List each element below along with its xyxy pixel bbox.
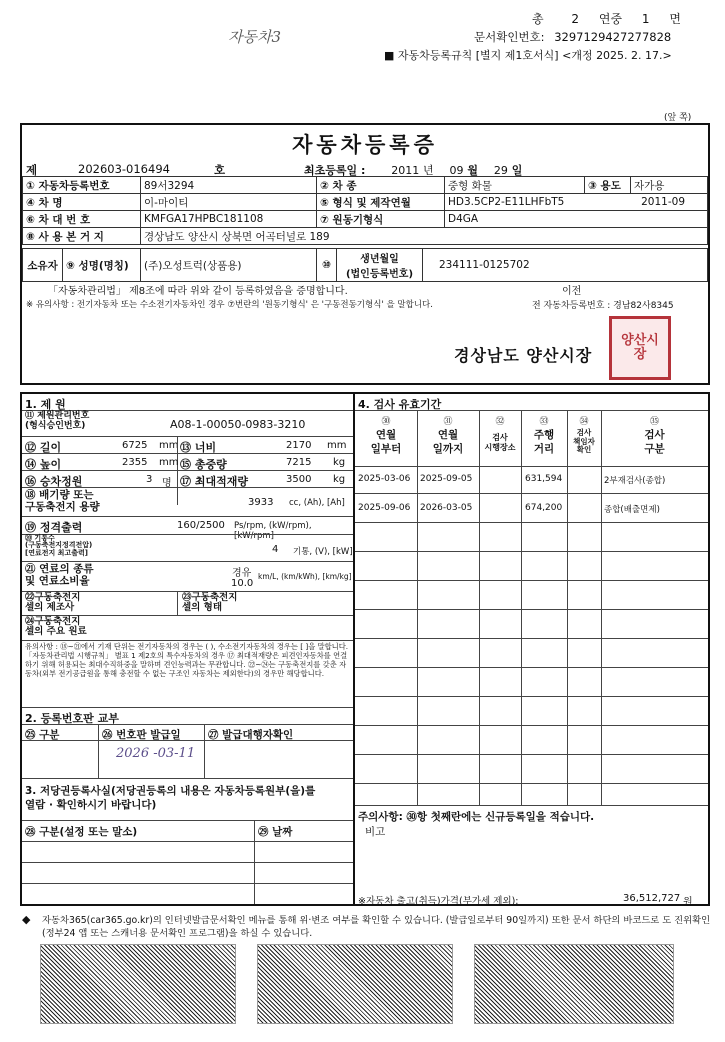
- price-label: ※자동차 출고(취득)가격(부가세 제외):: [358, 896, 519, 907]
- power-value: 160/2500: [177, 520, 225, 531]
- seal-text: 양산시장: [621, 332, 659, 362]
- power-label: ⑲ 정격출력: [25, 521, 83, 534]
- certify-statement: 「자동차관리법」 제8조에 따라 위와 같이 등록하였음을 증명합니다.: [48, 286, 348, 297]
- battery-form-label: ㉓구동축전지 셀의 형태: [182, 592, 238, 614]
- reg-number-label: ① 자동차등록번호: [23, 177, 141, 194]
- gross-weight-unit: kg: [333, 457, 346, 468]
- width-unit: mm: [327, 440, 347, 451]
- insp-row1-from: 2025-03-06: [358, 474, 411, 484]
- insp-header-from: [355, 414, 417, 456]
- owner-name-label: ⑨ 성명(명칭): [63, 249, 141, 282]
- first-reg-day-unit: 일: [511, 164, 523, 177]
- fuel-type: 경유: [232, 568, 252, 579]
- fuel-label: ㉑ 연료의 종류 및 연료소비율: [25, 563, 94, 588]
- seats-value: 3: [146, 474, 153, 485]
- model-name-value: 이-마이티: [141, 194, 317, 211]
- owner-name-value: (주)오성트럭(상품용): [141, 249, 317, 282]
- price-value: 36,512,727: [623, 893, 681, 904]
- usage-note: ※ 유의사항 : 전기자동차 또는 수소전기자동차인 경우 ⑦번란의 '원동기형식' 은 '구동전동기형식' 을 말합니다.: [26, 300, 433, 310]
- insp-row2-mileage: 674,200: [525, 503, 563, 513]
- battery-material-label: ㉔구동축전지 셀의 주요 원료: [25, 616, 87, 638]
- first-reg-day: 29: [493, 164, 508, 177]
- spec-column: [22, 394, 355, 904]
- length-unit: mm: [159, 440, 179, 451]
- max-load-label: ⑰ 최대적재량: [180, 475, 248, 488]
- engine-type-label: ⑦ 원동기형식: [317, 211, 445, 228]
- length-label: ⑫ 길이: [25, 441, 62, 454]
- mortgage-col-date: ㉙ 날짜: [258, 826, 293, 838]
- fuel-efficiency-value: 10.0: [231, 578, 254, 589]
- model-name-label: ④ 차 명: [23, 194, 141, 211]
- side-label: (앞 쪽): [664, 113, 692, 123]
- insp-header-to: [417, 414, 479, 456]
- inspection-section-title: 4. 검사 유효기간: [358, 398, 442, 411]
- page-unit: 면: [669, 12, 681, 26]
- insp-header-place-no: ㉜: [495, 417, 505, 427]
- insp-header-mileage: [521, 414, 567, 456]
- mortgage-section-title: 3. 저당권등록사실(저당권등록의 내용은 자동차등록원부(을)를 열람 · 확인하시기 바랍니다): [25, 785, 316, 812]
- gross-weight-label: ⑮ 총중량: [180, 458, 227, 471]
- displacement-label: ⑱ 배기량 또는 구동축전지 용량: [25, 489, 100, 514]
- usage-label: ③ 용도: [585, 177, 631, 194]
- page-count: [532, 10, 681, 27]
- handwritten-note: 자동차3: [228, 28, 282, 46]
- page-title: 자동차등록증: [292, 132, 438, 157]
- insp-row2-type: 종합(배출면제): [604, 505, 660, 515]
- insp-row2-to: 2026-03-05: [420, 503, 473, 513]
- plate-col-category: ㉕ 구분: [25, 729, 60, 741]
- plate-col-issue-date: ㉖ 번호판 발급일: [102, 729, 181, 741]
- insp-header-mileage-label: 주행 거리: [533, 429, 555, 455]
- gross-weight-value: 7215: [286, 457, 312, 468]
- insp-header-type-label: 검사 구분: [644, 429, 665, 455]
- battery-maker-label: ㉒구동축전지 셀의 제조사: [25, 592, 81, 614]
- vehicle-type-value: 중형 화물: [445, 177, 585, 194]
- insp-header-inspector: [567, 414, 601, 455]
- height-unit: mm: [159, 457, 179, 468]
- insp-row1-mileage: 631,594: [525, 474, 563, 484]
- plate-col-agent: ㉗ 발급대행자확인: [208, 729, 294, 741]
- inspection-column: [355, 394, 708, 908]
- previous-reg-number: 전 자동차등록번호 : 경남82사8345: [532, 301, 674, 311]
- inspection-caution: 주의사항: ㉚항 첫째란에는 신규등록일을 적습니다.: [358, 811, 595, 823]
- vin-label: ⑥ 차 대 번 호: [23, 211, 141, 228]
- form-info: ■ 자동차등록규칙 [별지 제1호서식] <개정 2025. 2. 17.>: [384, 49, 672, 62]
- max-load-unit: kg: [333, 474, 346, 485]
- doc-number-label: 문서확인번호:: [474, 30, 545, 44]
- vehicle-type-label: ② 차 종: [317, 177, 445, 194]
- footer-bullet: ◆: [22, 913, 31, 926]
- details-box: [20, 392, 710, 906]
- spec-section-title: 1. 제 원: [25, 398, 66, 411]
- model-type-value: HD3.5CP2-E11LHFbT5: [448, 196, 565, 208]
- birth-number: ⑩: [317, 249, 337, 282]
- page-current-label: 연중: [598, 12, 623, 26]
- page-total: 2: [571, 12, 580, 26]
- height-value: 2355: [122, 457, 148, 468]
- displacement-unit: cc, (Ah), [Ah]: [289, 498, 345, 508]
- official-seal: [609, 316, 671, 380]
- owner-table: [22, 248, 708, 282]
- birth-label: 생년월일 (법인등록번호): [337, 249, 423, 282]
- cylinders-unit: 기통, (V), [kW]: [293, 547, 353, 557]
- birth-value: 234111-0125702: [423, 249, 708, 282]
- mortgage-col-category: ㉘ 구분(설정 또는 말소): [25, 826, 138, 838]
- price-unit: 원: [683, 897, 693, 908]
- seats-unit: 명: [162, 478, 172, 489]
- usage-value: 자가용: [631, 177, 708, 194]
- plate-section-title: 2. 등록번호판 교부: [25, 712, 119, 725]
- plate-issue-date: 2026 -03-11: [116, 746, 196, 761]
- verification-barcode-3: [474, 944, 674, 1024]
- vin-value: KMFGA17HPBC181108: [141, 211, 317, 228]
- page-total-label: 총: [532, 12, 544, 26]
- max-load-value: 3500: [286, 474, 312, 485]
- insp-header-type-no: ㉟: [649, 417, 659, 427]
- issuer-name: 경상남도 양산시장: [454, 346, 593, 365]
- reg-number-value: 89서3294: [141, 177, 317, 194]
- width-value: 2170: [286, 440, 312, 451]
- first-reg-month: 09: [449, 164, 464, 177]
- insp-header-inspector-label: 검사 책임자 확인: [573, 428, 595, 455]
- spec-note: 유의사항 : ⑱~㉑에서 기재 단위는 전기자동차의 경우는 ( ), 수소전기자동차의 경우는 [ ]을 말합니다. 「자동차관리법 시행규칙」 별표 1 제2호의 특수자동차의 경우 ⑰ 최대적재량은 피견인자동차를 연결하기 위해 허용되는 최대수직하중을 말하며 견인능력과는 무관합니다. ㉒~㉔는 구동축전지를 갖춘 자동차(외부 전기공급원을 통해 충전할 수 없는 구조인 자동차는 제외한다)의 경우만 해당합니다.: [25, 642, 349, 678]
- length-value: 6725: [122, 440, 148, 451]
- insp-header-from-label: 연월 일부터: [370, 429, 402, 455]
- insp-header-from-no: ㉚: [381, 417, 391, 427]
- verification-barcode-2: [257, 944, 453, 1024]
- manufacture-date: 2011-09: [641, 196, 685, 208]
- cert-number-suffix: 호: [214, 163, 226, 177]
- verification-barcode-1: [40, 944, 236, 1024]
- basic-info-table: [22, 176, 708, 245]
- model-type-label: ⑤ 형식 및 제작연월: [317, 194, 445, 211]
- insp-header-to-label: 연월 일까지: [432, 429, 464, 455]
- doc-number-value: 3297129427277828: [554, 30, 672, 44]
- model-type-cell: [445, 194, 708, 211]
- first-reg-year-unit: 년: [423, 164, 434, 177]
- insp-row1-to: 2025-09-05: [420, 474, 473, 484]
- seats-label: ⑯ 승차정원: [25, 475, 83, 488]
- cylinders-label: ⑳ 기통수 (구동축전지정격전압) [연료전지 최고출력]: [25, 534, 93, 557]
- certificate-box: [20, 123, 710, 385]
- power-unit: Ps/rpm, (kW/rpm), [kW/rpm]: [234, 521, 312, 541]
- cert-number-label: 제: [26, 163, 38, 177]
- cert-number: 202603-016494: [78, 162, 170, 176]
- insp-header-type: [601, 414, 708, 456]
- footer-text: 자동차365(car365.go.kr)의 인터넷발급문서확인 메뉴를 통해 위·변조 여부를 확인할 수 있습니다. (발급일로부터 90일까지) 또한 문서 하단의 바코드로 도 진위확인(정부24 앱 또는 스캐너용 문서확인 프로그램)을 하실 수 있습니다.: [42, 915, 711, 940]
- fuel-efficiency-unit: km/L, (km/kWh), [km/kg]: [258, 572, 352, 581]
- previous-label: 이전: [562, 286, 582, 297]
- doc-number: [474, 29, 671, 45]
- width-label: ⑬ 너비: [180, 441, 217, 454]
- page-current: 1: [641, 12, 650, 26]
- remarks-label: 비고: [365, 826, 386, 838]
- base-location-label: ⑧ 사 용 본 거 지: [23, 228, 141, 245]
- first-reg-year: 2011: [391, 164, 420, 177]
- insp-header-to-no: ㉛: [443, 417, 453, 427]
- insp-header-mileage-no: ㉝: [539, 417, 549, 427]
- insp-header-place: [479, 414, 521, 454]
- insp-row1-type: 2부재검사(종합): [604, 476, 666, 486]
- first-reg-label: 최초등록일 :: [304, 164, 366, 177]
- height-label: ⑭ 높이: [25, 458, 62, 471]
- insp-header-place-label: 검사 시행장소: [484, 433, 516, 453]
- engine-type-value: D4GA: [445, 211, 708, 228]
- base-location-value: 경상남도 양산시 상북면 어곡터널로 189: [141, 228, 708, 245]
- insp-row2-from: 2025-09-06: [358, 503, 411, 513]
- owner-label: 소유자: [23, 249, 63, 282]
- insp-header-inspector-no: ㉞: [579, 417, 589, 427]
- cylinders-value: 4: [272, 544, 279, 555]
- approval-number-label: ⑪ 제원관리번호 (형식승인번호): [25, 411, 90, 431]
- approval-number-value: A08-1-00050-0983-3210: [170, 418, 306, 431]
- first-reg-month-unit: 월: [467, 164, 479, 177]
- displacement-value: 3933: [248, 497, 274, 508]
